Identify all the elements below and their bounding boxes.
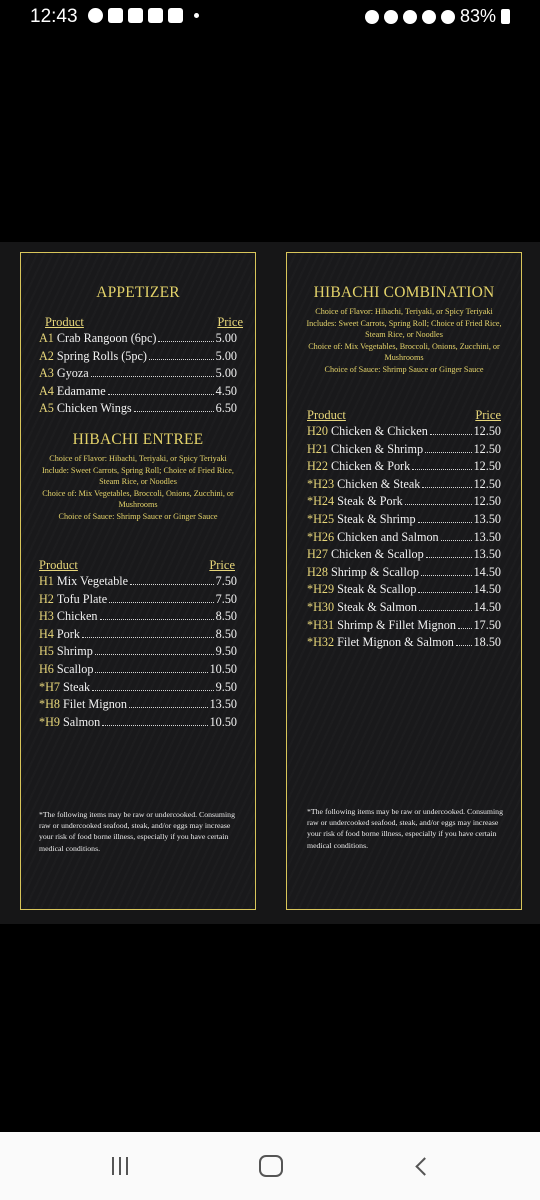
combo-row — [307, 442, 501, 459]
dot-leader — [441, 540, 472, 541]
item-price: 7.50 — [215, 574, 237, 588]
raw-food-notice: *The following items may be raw or undercooked. Consuming raw or undercooked seafood, steak, and/or eggs may increase your risk of food borne illness, especially if you have certain medical conditions. — [307, 807, 503, 850]
dot-leader — [418, 522, 472, 523]
item-code: H5 — [39, 644, 54, 659]
dot-leader — [91, 376, 214, 377]
entree-desc-line: Choice of Flavor: Hibachi, Teriyaki, or Spicy Teriyaki — [49, 454, 227, 463]
item-name: Chicken — [56, 609, 98, 624]
entree-desc-line: Include: Sweet Carrots, Spring Roll; Choice of Fried Rice, Steam Rice, or Noodles — [42, 465, 234, 487]
appetizer-row — [39, 349, 237, 366]
item-price: 17.50 — [473, 617, 501, 632]
entree-desc-line: Choice of: Mix Vegetables, Broccoli, Onions, Zucchini, or Mushrooms — [42, 488, 234, 510]
location-icon — [403, 10, 417, 24]
item-code: H22 — [307, 459, 328, 474]
item-code: *H24 — [307, 494, 335, 509]
appetizer-title: APPETIZER — [96, 284, 180, 301]
item-code: *H8 — [39, 697, 60, 712]
right-menu-panel — [286, 252, 522, 910]
alarm-icon — [365, 10, 379, 24]
combo-row — [307, 477, 501, 494]
combo-row — [307, 459, 501, 476]
entree-row — [39, 574, 237, 591]
entree-product-header: Product — [39, 558, 78, 572]
item-price: 9.50 — [215, 679, 237, 694]
combo-row — [307, 547, 501, 564]
item-name: Steak & Pork — [337, 494, 403, 509]
dot-leader — [425, 452, 471, 453]
home-icon — [259, 1155, 283, 1177]
item-name: Steak — [63, 679, 91, 694]
status-time: 12:43 — [30, 6, 78, 27]
item-name: Pork — [56, 626, 80, 641]
item-code: *H7 — [39, 679, 60, 694]
entree-price-header: Price — [209, 558, 235, 572]
item-price: 14.50 — [473, 582, 501, 597]
appetizer-row — [39, 401, 237, 418]
messenger-icon — [88, 8, 103, 23]
combo-row — [307, 512, 501, 529]
dot-leader — [412, 469, 471, 470]
mail-icon — [168, 8, 183, 23]
item-name: Chicken & Pork — [331, 459, 411, 474]
appetizer-price-header: Price — [217, 315, 243, 329]
combo-row — [307, 635, 501, 652]
item-code: *H31 — [307, 617, 335, 632]
item-name: Steak & Scallop — [337, 582, 417, 597]
entree-row — [39, 662, 237, 679]
item-code: A5 — [39, 401, 54, 416]
home-button[interactable] — [241, 1132, 301, 1200]
item-price: 8.50 — [215, 626, 237, 641]
item-name: Chicken & Shrimp — [331, 441, 424, 456]
item-price: 13.50 — [473, 512, 501, 526]
combo-row — [307, 618, 501, 635]
item-code: A2 — [39, 348, 54, 363]
item-name: Spring Rolls (5pc) — [56, 348, 147, 363]
dot-leader — [149, 359, 214, 360]
appetizer-row — [39, 366, 237, 383]
combo-row — [307, 600, 501, 617]
item-name: Gyoza — [56, 366, 89, 381]
appetizer-row — [39, 331, 237, 348]
entree-row — [39, 592, 237, 609]
item-price: 18.50 — [473, 635, 501, 650]
notification-dot-icon — [194, 13, 199, 18]
dot-leader — [82, 637, 214, 638]
appetizer-product-header: Product — [45, 315, 84, 329]
status-left-icons — [88, 8, 199, 23]
item-name: Chicken & Chicken — [331, 424, 428, 438]
item-code: A4 — [39, 383, 54, 398]
entree-row — [39, 627, 237, 644]
item-price: 5.00 — [215, 348, 237, 363]
item-price: 12.50 — [473, 494, 501, 509]
item-code: H2 — [39, 591, 54, 606]
battery-icon — [501, 9, 510, 24]
item-price: 14.50 — [473, 600, 501, 614]
item-code: H28 — [307, 564, 328, 579]
item-code: *H26 — [307, 529, 335, 544]
item-price: 9.50 — [215, 644, 237, 659]
dot-leader — [456, 645, 472, 646]
item-price: 12.50 — [473, 476, 501, 491]
dot-leader — [92, 690, 214, 691]
item-price: 10.50 — [209, 714, 237, 729]
item-code: *H30 — [307, 600, 335, 614]
item-price: 14.50 — [473, 564, 501, 579]
item-name: Shrimp & Scallop — [331, 564, 420, 579]
mute-icon — [384, 10, 398, 24]
item-price: 5.00 — [215, 366, 237, 381]
dot-leader — [419, 610, 472, 611]
dot-leader — [109, 602, 214, 603]
wifi-icon — [422, 10, 436, 24]
dot-leader — [134, 411, 214, 412]
dot-leader — [158, 341, 213, 342]
item-price: 6.50 — [215, 401, 237, 416]
item-name: Mix Vegetable — [56, 574, 129, 588]
dot-leader — [421, 575, 472, 576]
item-code: H4 — [39, 626, 54, 641]
dot-leader — [100, 619, 214, 620]
entree-title: HIBACHI ENTREE — [72, 431, 204, 448]
combo-desc-line: Choice of Sauce: Shrimp Sauce or Ginger Sauce — [324, 364, 484, 374]
entree-row — [39, 609, 237, 626]
item-code: H20 — [307, 424, 328, 438]
entree-desc-line: Choice of Sauce: Shrimp Sauce or Ginger Sauce — [58, 511, 218, 521]
item-code: A1 — [39, 331, 54, 345]
combo-product-header: Product — [307, 408, 346, 422]
item-name: Steak & Salmon — [337, 600, 417, 614]
back-icon — [415, 1157, 433, 1175]
dot-leader — [418, 592, 471, 593]
item-name: Edamame — [56, 383, 106, 398]
left-menu-panel — [20, 252, 256, 910]
item-price: 12.50 — [473, 459, 501, 474]
item-price: 10.50 — [209, 662, 237, 676]
recent-apps-button[interactable] — [90, 1132, 150, 1200]
dot-leader — [422, 487, 471, 488]
item-name: Salmon — [63, 714, 101, 729]
photo-icon — [108, 8, 123, 23]
item-code: H21 — [307, 441, 328, 456]
item-price: 13.50 — [473, 547, 501, 562]
facebook-icon — [128, 8, 143, 23]
combo-row — [307, 530, 501, 547]
item-code: *H9 — [39, 714, 60, 729]
item-price: 13.50 — [473, 529, 501, 544]
dot-leader — [102, 725, 207, 726]
combo-row — [307, 494, 501, 511]
entree-row — [39, 715, 237, 732]
dot-leader — [95, 672, 207, 673]
entree-row — [39, 697, 237, 714]
combo-title: HIBACHI COMBINATION — [313, 284, 495, 301]
item-name: Filet Mignon & Salmon — [337, 635, 454, 650]
item-code: H27 — [307, 547, 328, 562]
item-name: Steak & Shrimp — [337, 512, 416, 526]
combo-desc-line: Choice of: Mix Vegetables, Broccoli, Onions, Zucchini, or Mushrooms — [308, 341, 500, 363]
dot-leader — [95, 654, 214, 655]
item-code: *H32 — [307, 635, 335, 650]
combo-row — [307, 565, 501, 582]
item-code: A3 — [39, 366, 54, 381]
item-price: 5.00 — [215, 331, 237, 345]
item-name: Chicken & Steak — [337, 476, 421, 491]
signal-icon — [441, 10, 455, 24]
item-name: Shrimp — [56, 644, 93, 659]
back-button[interactable] — [392, 1132, 452, 1200]
item-name: Crab Rangoon (6pc) — [56, 331, 157, 345]
item-code: H3 — [39, 609, 54, 624]
combo-row — [307, 424, 501, 441]
entree-row — [39, 644, 237, 661]
item-name: Chicken & Scallop — [331, 547, 424, 562]
entree-row — [39, 680, 237, 697]
battery-percent: 83% — [459, 6, 496, 26]
raw-food-notice: *The following items may be raw or undercooked. Consuming raw or undercooked seafood, steak, and/or eggs may increase your risk of food borne illness, especially if you have certain medical conditions. — [39, 810, 235, 853]
item-name: Shrimp & Fillet Mignon — [337, 617, 456, 632]
item-price: 13.50 — [209, 697, 237, 712]
item-name: Scallop — [56, 662, 94, 676]
appetizer-row — [39, 384, 237, 401]
item-price: 12.50 — [473, 424, 501, 438]
status-right-icons — [365, 6, 510, 27]
item-code: H6 — [39, 662, 54, 676]
item-code: *H23 — [307, 476, 335, 491]
combo-description — [297, 306, 511, 376]
navigation-bar — [0, 1132, 540, 1200]
combo-price-header: Price — [475, 408, 501, 422]
item-code: *H25 — [307, 512, 335, 526]
menu-image — [0, 242, 540, 924]
dot-leader — [129, 707, 208, 708]
item-price: 8.50 — [215, 609, 237, 624]
dot-leader — [405, 504, 472, 505]
dot-leader — [458, 628, 472, 629]
item-name: Tofu Plate — [56, 591, 108, 606]
dot-leader — [108, 394, 214, 395]
combo-row — [307, 582, 501, 599]
item-name: Chicken Wings — [56, 401, 132, 416]
item-code: *H29 — [307, 582, 335, 597]
recent-apps-icon — [112, 1157, 128, 1175]
combo-desc-line: Includes: Sweet Carrots, Spring Roll; Choice of Fried Rice, Steam Rice, or Noodles — [306, 318, 502, 340]
item-price: 7.50 — [215, 591, 237, 606]
item-price: 4.50 — [215, 383, 237, 398]
youtube-icon — [148, 8, 163, 23]
item-name: Chicken and Salmon — [337, 529, 439, 544]
item-name: Filet Mignon — [63, 697, 127, 712]
dot-leader — [426, 557, 472, 558]
dot-leader — [430, 434, 472, 435]
combo-desc-line: Choice of Flavor: Hibachi, Teriyaki, or Spicy Teriyaki — [315, 307, 493, 316]
item-price: 12.50 — [473, 441, 501, 456]
entree-description — [31, 453, 245, 523]
dot-leader — [130, 584, 214, 585]
item-code: H1 — [39, 574, 54, 588]
status-bar — [0, 0, 540, 34]
